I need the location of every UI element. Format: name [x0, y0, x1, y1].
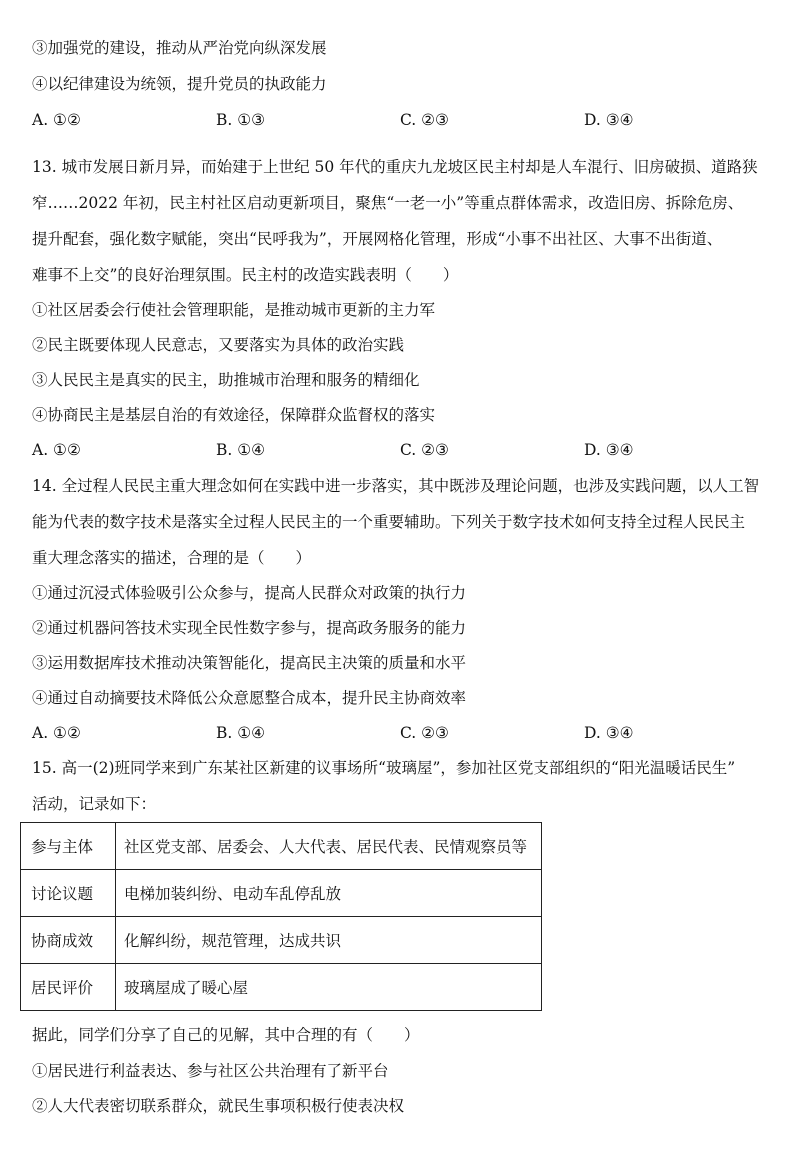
q14-options — [32, 723, 772, 743]
table-cell-value: 玻璃屋成了暖心屋 — [116, 964, 542, 1011]
q14-item-2: ②通过机器问答技术实现全民性数字参与，提高政务服务的能力 — [32, 619, 467, 637]
q12-option-b[interactable]: B. ①③ — [216, 111, 266, 129]
q14-stem-line-1: 14. 全过程人民民主重大理念如何在实践中进一步落实，其中既涉及理论问题，也涉及实践问题，以人工智 — [32, 477, 760, 495]
q14-stem-line-3: 重大理念落实的描述，合理的是（ ） — [32, 549, 312, 567]
q12-item-4: ④以纪律建设为统领，提升党员的执政能力 — [32, 75, 327, 93]
q13-stem-line-4: 难事不上交”的良好治理氛围。民主村的改造实践表明（ ） — [32, 266, 459, 284]
q12-item-3: ③加强党的建设，推动从严治党向纵深发展 — [32, 39, 327, 57]
q13-option-a[interactable]: A. ①② — [32, 441, 81, 459]
q15-stem-line-2: 活动，记录如下： — [32, 795, 157, 813]
q14-option-d[interactable]: D. ③④ — [584, 724, 634, 742]
activity-record-table — [20, 822, 542, 1011]
q13-options — [32, 440, 772, 460]
q14-stem-line-2: 能为代表的数字技术是落实全过程人民民主的一个重要辅助。下列关于数字技术如何支持全过程人民民主 — [32, 513, 746, 531]
table-cell-value: 化解纠纷，规范管理，达成共识 — [116, 917, 542, 964]
q14-option-c[interactable]: C. ②③ — [400, 724, 449, 742]
table-row — [21, 823, 542, 870]
q13-option-d[interactable]: D. ③④ — [584, 441, 634, 459]
table-cell-key: 居民评价 — [21, 964, 116, 1011]
q15-item-2: ②人大代表密切联系群众，就民生事项积极行使表决权 — [32, 1097, 405, 1115]
q12-option-c[interactable]: C. ②③ — [400, 111, 449, 129]
q13-option-b[interactable]: B. ①④ — [216, 441, 266, 459]
q13-item-1: ①社区居委会行使社会管理职能，是推动城市更新的主力军 — [32, 301, 436, 319]
q13-stem-line-2: 窄……2022 年初，民主村社区启动更新项目，聚焦“一老一小”等重点群体需求，改造旧房、拆除危房、 — [32, 194, 744, 212]
table-cell-key: 协商成效 — [21, 917, 116, 964]
q12-option-d[interactable]: D. ③④ — [584, 111, 634, 129]
q15-stem-line-1: 15. 高一(2)班同学来到广东某社区新建的议事场所“玻璃屋”，参加社区党支部组织的“阳光温暖话民生” — [32, 759, 736, 777]
q13-stem-line-3: 提升配套，强化数字赋能，突出“民呼我为”，开展网格化管理，形成“小事不出社区、大事不出街道、 — [32, 230, 723, 248]
q13-option-c[interactable]: C. ②③ — [400, 441, 449, 459]
q14-option-b[interactable]: B. ①④ — [216, 724, 266, 742]
q15-item-1: ①居民进行利益表达、参与社区公共治理有了新平台 — [32, 1062, 389, 1080]
table-row — [21, 870, 542, 917]
q13-item-3: ③人民民主是真实的民主，助推城市治理和服务的精细化 — [32, 371, 420, 389]
q12-options — [32, 110, 772, 130]
table-cell-key: 讨论议题 — [21, 870, 116, 917]
q14-item-1: ①通过沉浸式体验吸引公众参与，提高人民群众对政策的执行力 — [32, 584, 467, 602]
q15-prompt: 据此，同学们分享了自己的见解，其中合理的有（ ） — [32, 1026, 420, 1044]
q14-item-3: ③运用数据库技术推动决策智能化，提高民主决策的质量和水平 — [32, 654, 467, 672]
q13-item-4: ④协商民主是基层自治的有效途径，保障群众监督权的落实 — [32, 406, 436, 424]
table-row — [21, 964, 542, 1011]
table-cell-value: 电梯加装纠纷、电动车乱停乱放 — [116, 870, 542, 917]
q13-stem-line-1: 13. 城市发展日新月异，而始建于上世纪 50 年代的重庆九龙坡区民主村却是人车混行、旧房破损、道路狭 — [32, 158, 758, 176]
q14-item-4: ④通过自动摘要技术降低公众意愿整合成本，提升民主协商效率 — [32, 689, 467, 707]
q14-option-a[interactable]: A. ①② — [32, 724, 81, 742]
table-row — [21, 917, 542, 964]
table-cell-key: 参与主体 — [21, 823, 116, 870]
table-cell-value: 社区党支部、居委会、人大代表、居民代表、民情观察员等 — [116, 823, 542, 870]
q12-option-a[interactable]: A. ①② — [32, 111, 81, 129]
q13-item-2: ②民主既要体现人民意志，又要落实为具体的政治实践 — [32, 336, 405, 354]
